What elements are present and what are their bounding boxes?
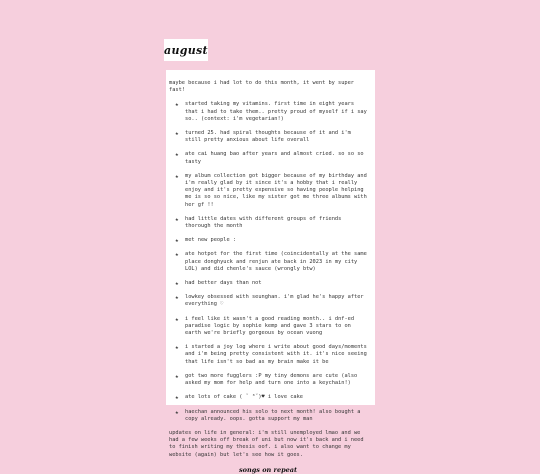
list-item-text: ate hotpot for the first time (coincidentally at the same place donghyuck and renjun ate back in 2023 in my city LOL) and did chenle's sauce (wrongly btw)	[185, 251, 367, 272]
list-item	[169, 373, 367, 387]
list-item	[169, 294, 367, 308]
list-item-text: started taking my vitamins. first time in eight years that i had to take them.. pretty proud of myself if i say so.. (context: i'm vegetarian!)	[185, 101, 367, 122]
star-icon: ★	[175, 151, 179, 159]
star-icon: ★	[175, 215, 179, 223]
star-icon: ★	[175, 344, 179, 352]
list-item-text: i started a joy log where i write about good days/moments and i'm being pretty consistent with it. it's nice seeing that life isn't so bad as my brain make it be	[185, 344, 367, 365]
star-icon: ★	[175, 315, 179, 323]
star-icon: ★	[175, 101, 179, 109]
list-item-text: had better days than not	[185, 280, 262, 287]
star-icon: ★	[175, 280, 179, 288]
star-icon: ★	[175, 130, 179, 138]
list-item	[169, 173, 367, 209]
list-item-text: i feel like it wasn't a good reading month.. i dnf-ed paradise logic by sophie kemp and gave 3 stars to on earth we're briefly gorgeous by ocean vuong	[185, 315, 355, 337]
list-item	[169, 316, 367, 338]
star-icon: ★	[175, 372, 179, 380]
month-title-tag	[164, 39, 208, 61]
list-item-text: my album collection got bigger because of my birthday and i'm really glad by it since it's a hobby that i really enjoy and it's pretty expensive so having people helping me is so so nice, like my sister got me three albums with her gf !!	[185, 172, 367, 208]
list-item-text: got two more fugglers :P my tiny demons are cute (also asked my mom for help and turn one into a keychain!)	[185, 372, 358, 387]
highlights-list	[169, 101, 367, 423]
list-item-text: ate lots of cake ( ˘ ³˘)♥ i love cake	[185, 394, 303, 401]
star-icon: ★	[175, 394, 179, 402]
star-icon: ★	[175, 408, 179, 416]
list-item	[169, 344, 367, 366]
list-item	[169, 101, 367, 123]
list-item	[169, 130, 367, 144]
list-item	[169, 251, 367, 273]
list-item	[169, 409, 367, 423]
month-title: august	[164, 43, 208, 57]
post-intro: maybe because i had lot to do this month, it went by super fast!	[169, 80, 354, 94]
star-icon: ★	[175, 294, 179, 302]
list-item-text: turned 25. had spiral thoughts because of it and i'm still pretty anxious about life overall	[185, 130, 351, 144]
post-card	[166, 70, 375, 474]
list-item	[169, 394, 367, 401]
list-item-text: lowkey obsessed with seunghan. i'm glad he's happy after everything ♡	[185, 294, 364, 308]
list-item	[169, 237, 367, 244]
list-item	[169, 280, 367, 287]
star-icon: ★	[175, 251, 179, 259]
list-item-text: met new people :	[185, 237, 237, 244]
list-item	[169, 151, 367, 165]
star-icon: ★	[175, 237, 179, 245]
list-item-text: haechan announced his solo to next month! also bought a copy already. oops. gotta support my man	[185, 408, 361, 422]
list-item-text: ate cai huang bao after years and almost cried. so so so tasty	[185, 151, 364, 165]
star-icon: ★	[175, 172, 179, 180]
songs-heading: songs on repeat	[239, 465, 297, 474]
list-item-text: had little dates with different groups of friends thorough the month	[185, 215, 342, 230]
post-outro: updates on life in general: i'm still unemployed lmao and we had a few weeks off break of uni but now it's back and i need to finish writing my thesis oof. i also want to change my website (again) but let's see how it goes.	[169, 429, 364, 458]
list-item	[169, 216, 367, 230]
